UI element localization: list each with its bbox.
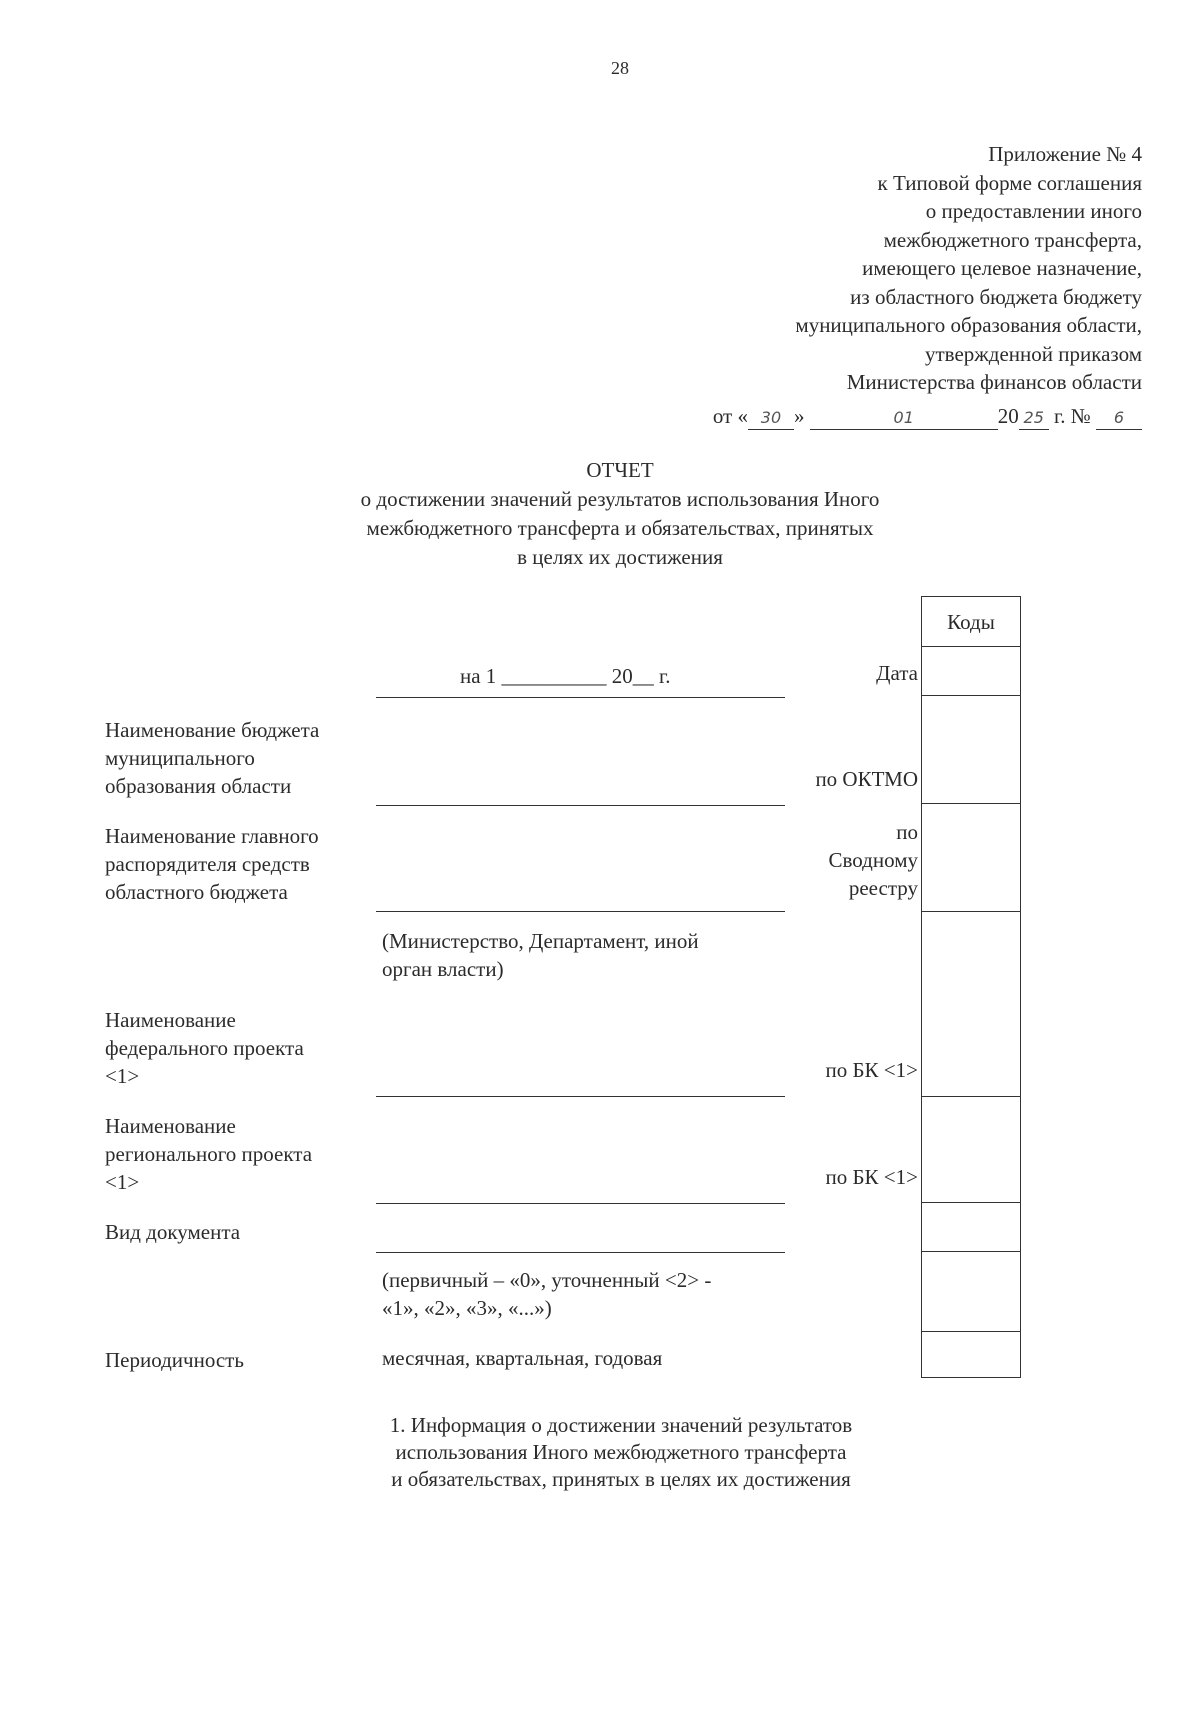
appendix-line: из областного бюджета бюджету <box>850 284 1142 309</box>
budget-name-label <box>105 716 319 800</box>
label-line: муниципального <box>105 746 255 770</box>
label-line: Наименование <box>105 1114 236 1138</box>
appendix-line: муниципального образования области, <box>795 313 1142 337</box>
report-heading: ОТЧЕТ <box>586 458 654 482</box>
oktmo-label: по ОКТМО <box>815 767 918 791</box>
section-title-line: и обязательствах, принятых в целях их достижения <box>391 1467 851 1491</box>
date-code-label: Дата <box>876 661 918 685</box>
label-line: Наименование бюджета <box>105 718 320 742</box>
federal-project-label <box>105 1006 304 1090</box>
label-line: (Министерство, Департамент, иной <box>382 929 699 953</box>
approval-prefix: от « <box>712 404 748 428</box>
codes-divider <box>921 911 1021 912</box>
document-type-label: Вид документа <box>105 1220 241 1244</box>
appendix-line: межбюджетного трансферта, <box>883 227 1142 252</box>
report-subtitle-line: в целях их достижения <box>517 545 723 569</box>
codes-divider <box>921 1251 1021 1252</box>
approval-number: 6 <box>1096 408 1142 430</box>
appendix-line: имеющего целевое назначение, <box>862 256 1142 280</box>
label-line: <1> <box>105 1064 140 1088</box>
codes-divider <box>921 1096 1021 1097</box>
chief-administrator-hint <box>382 927 699 983</box>
report-date-line: на 1 __________ 20__ г. <box>460 664 671 688</box>
bk-label-regional: по БК <1> <box>825 1165 918 1189</box>
label-line: (первичный – «0», уточненный <2> - <box>382 1268 712 1292</box>
approval-g-no: г. № <box>1048 404 1091 428</box>
bk-label-federal: по БК <1> <box>825 1058 918 1082</box>
periodicity-label: Периодичность <box>105 1348 244 1372</box>
document-type-underline <box>376 1252 785 1253</box>
section-1-title <box>0 1412 1200 1493</box>
periodicity-value: месячная, квартальная, годовая <box>382 1346 663 1370</box>
section-title-line: использования Иного межбюджетного трансферта <box>395 1440 847 1464</box>
label-line: Наименование <box>105 1008 236 1032</box>
codes-divider <box>921 646 1021 647</box>
approval-sep: » <box>793 404 805 428</box>
report-subtitle-line: межбюджетного трансферта и обязательствах, принятых <box>366 516 874 540</box>
approval-month: 01 <box>810 408 998 430</box>
label-line: Наименование главного <box>105 824 319 848</box>
label-line: Сводному <box>828 848 918 872</box>
label-line: <1> <box>105 1170 140 1194</box>
chief-administrator-label <box>105 822 319 906</box>
budget-name-underline <box>376 805 785 806</box>
regional-project-label <box>105 1112 312 1196</box>
label-line: орган власти) <box>382 957 504 981</box>
chief-administrator-underline <box>376 911 785 912</box>
page-number: 28 <box>611 58 629 78</box>
codes-column <box>921 596 1021 1378</box>
label-line: областного бюджета <box>105 880 288 904</box>
report-title <box>0 456 1200 572</box>
appendix-line: к Типовой форме соглашения <box>877 170 1142 195</box>
appendix-line: Приложение № 4 <box>988 142 1142 166</box>
approval-day: 30 <box>748 408 794 430</box>
codes-divider <box>921 695 1021 696</box>
section-title-line: 1. Информация о достижении значений результатов <box>389 1413 853 1437</box>
appendix-line: утвержденной приказом <box>924 341 1142 366</box>
codes-divider <box>921 1331 1021 1332</box>
federal-project-underline <box>376 1096 785 1097</box>
label-line: регионального проекта <box>105 1142 313 1166</box>
approval-year-suffix: 25 <box>1019 408 1049 430</box>
registry-label <box>829 818 919 902</box>
codes-header: Коды <box>947 610 995 634</box>
document-type-hint <box>382 1266 711 1322</box>
label-line: «1», «2», «3», «...») <box>382 1296 552 1320</box>
appendix-block <box>795 140 1142 397</box>
appendix-line: о предоставлении иного <box>925 199 1142 223</box>
label-line: федерального проекта <box>105 1036 304 1060</box>
approval-year-prefix: 20 <box>997 404 1019 428</box>
label-line: образования области <box>105 774 292 798</box>
label-line: распорядителя средств <box>105 852 310 876</box>
appendix-line: Министерства финансов области <box>846 370 1142 394</box>
date-underline <box>376 697 785 698</box>
label-line: реестру <box>848 876 918 900</box>
codes-divider <box>921 1202 1021 1203</box>
label-line: по <box>896 820 918 844</box>
approval-date-line <box>713 404 1142 430</box>
regional-project-underline <box>376 1203 785 1204</box>
report-subtitle-line: о достижении значений результатов использования Иного <box>360 487 880 511</box>
codes-divider <box>921 803 1021 804</box>
